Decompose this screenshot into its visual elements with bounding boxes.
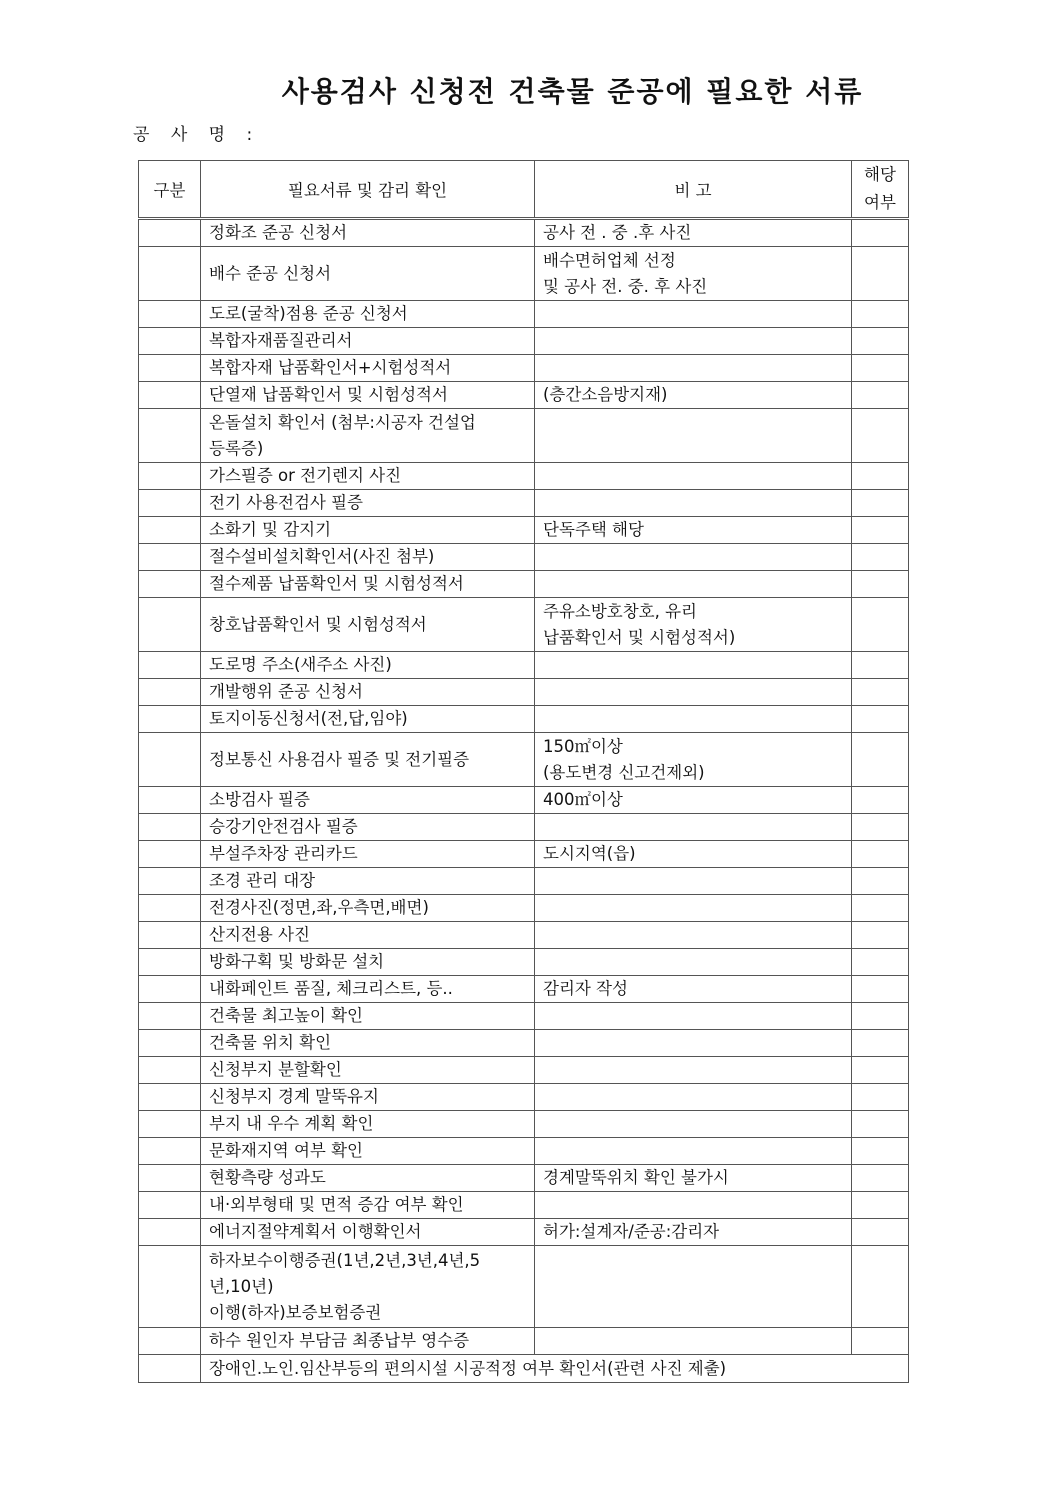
table-row	[139, 1003, 909, 1030]
document-cell	[201, 463, 535, 490]
document-cell	[201, 1246, 535, 1328]
category-cell	[139, 1138, 201, 1165]
remark-cell	[535, 949, 852, 976]
table-row	[139, 733, 909, 787]
applicable-checkbox-cell[interactable]	[852, 544, 909, 571]
table-row	[139, 976, 909, 1003]
applicable-checkbox-cell[interactable]	[852, 949, 909, 976]
remark-cell	[535, 814, 852, 841]
applicable-checkbox-cell[interactable]	[852, 219, 909, 247]
applicable-checkbox-cell[interactable]	[852, 409, 909, 463]
remark-text: (용도변경 신고건제외)	[543, 762, 705, 782]
table-row	[139, 949, 909, 976]
remark-cell	[535, 895, 852, 922]
table-row-last	[139, 1355, 909, 1383]
remark-cell	[535, 517, 852, 544]
table-row	[139, 409, 909, 463]
document-name: 년,10년)	[209, 1276, 274, 1296]
document-cell	[201, 1138, 535, 1165]
table-header-row	[139, 161, 909, 219]
table-row	[139, 1165, 909, 1192]
header-category: 구분	[139, 161, 201, 219]
remark-cell	[535, 1084, 852, 1111]
applicable-checkbox-cell[interactable]	[852, 679, 909, 706]
document-cell	[201, 652, 535, 679]
table-row	[139, 1192, 909, 1219]
table-row	[139, 895, 909, 922]
category-cell	[139, 1192, 201, 1219]
table-row	[139, 1328, 909, 1355]
table-body	[139, 219, 909, 1383]
document-name: 신청부지 분할확인	[209, 1060, 342, 1079]
table-row	[139, 841, 909, 868]
remark-cell	[535, 1030, 852, 1057]
category-cell	[139, 1328, 201, 1355]
category-cell	[139, 409, 201, 463]
remark-cell	[535, 652, 852, 679]
document-cell	[201, 544, 535, 571]
table-row	[139, 571, 909, 598]
remark-text: 허가:설계자/준공:감리자	[543, 1222, 720, 1241]
document-cell	[201, 679, 535, 706]
applicable-checkbox-cell[interactable]	[852, 517, 909, 544]
remark-cell	[535, 490, 852, 517]
document-cell	[201, 409, 535, 463]
document-cell	[201, 868, 535, 895]
document-cell	[201, 814, 535, 841]
document-cell	[201, 841, 535, 868]
header-documents: 필요서류 및 감리 확인	[201, 161, 535, 219]
remark-cell	[535, 679, 852, 706]
document-cell	[201, 1111, 535, 1138]
required-documents-table	[138, 160, 909, 1383]
document-cell	[201, 895, 535, 922]
table-row	[139, 1030, 909, 1057]
remark-cell	[535, 976, 852, 1003]
table-row	[139, 652, 909, 679]
remark-text: 감리자 작성	[543, 979, 628, 998]
category-cell	[139, 1030, 201, 1057]
category-cell	[139, 679, 201, 706]
remark-cell	[535, 1192, 852, 1219]
applicable-checkbox-cell[interactable]	[852, 814, 909, 841]
document-name: 복합자재 납품확인서+시험성적서	[209, 358, 452, 377]
remark-cell	[535, 409, 852, 463]
category-cell	[139, 1246, 201, 1328]
applicable-checkbox-cell[interactable]	[852, 598, 909, 652]
applicable-checkbox-cell[interactable]	[852, 301, 909, 328]
remark-text: 공사 전 . 중 .후 사진	[543, 223, 692, 242]
applicable-checkbox-cell[interactable]	[852, 976, 909, 1003]
category-cell	[139, 787, 201, 814]
document-name: 내·외부형태 및 면적 증감 여부 확인	[209, 1195, 464, 1214]
category-cell	[139, 382, 201, 409]
remark-cell	[535, 598, 852, 652]
table-row	[139, 301, 909, 328]
category-cell	[139, 976, 201, 1003]
remark-cell	[535, 868, 852, 895]
category-cell	[139, 517, 201, 544]
remark-text: 납품확인서 및 시험성적서)	[543, 627, 736, 647]
remark-text: (층간소음방지재)	[543, 385, 668, 404]
document-cell	[201, 949, 535, 976]
document-name: 창호납품확인서 및 시험성적서	[209, 614, 427, 634]
category-cell	[139, 598, 201, 652]
remark-text: 및 공사 전. 중. 후 사진	[543, 276, 708, 296]
document-cell	[201, 787, 535, 814]
header-applicable-line2: 여부	[864, 193, 896, 212]
document-name: 장애인.노인.임산부등의 편의시설 시공적정 여부 확인서(관련 사진 제출)	[209, 1358, 727, 1378]
table-row	[139, 517, 909, 544]
category-cell	[139, 895, 201, 922]
category-cell	[139, 301, 201, 328]
applicable-checkbox-cell[interactable]	[852, 652, 909, 679]
document-name: 가스필증 or 전기렌지 사진	[209, 466, 402, 485]
remark-cell	[535, 1165, 852, 1192]
document-name: 절수설비설치확인서(사진 첨부)	[209, 547, 435, 566]
category-cell	[139, 1003, 201, 1030]
applicable-checkbox-cell[interactable]	[852, 841, 909, 868]
remark-cell	[535, 1003, 852, 1030]
applicable-checkbox-cell[interactable]	[852, 1057, 909, 1084]
document-name: 이행(하자)보증보험증권	[209, 1302, 382, 1322]
document-name: 토지이동신청서(전,답,임야)	[209, 709, 408, 728]
applicable-checkbox-cell[interactable]	[852, 1165, 909, 1192]
table-row	[139, 598, 909, 652]
remark-cell	[535, 1057, 852, 1084]
remark-text: 도시지역(읍)	[543, 844, 636, 863]
remark-cell	[535, 787, 852, 814]
document-name: 복합자재품질관리서	[209, 331, 353, 350]
remark-cell	[535, 571, 852, 598]
remark-cell	[535, 1138, 852, 1165]
document-name: 절수제품 납품확인서 및 시험성적서	[209, 574, 464, 593]
document-name: 건축물 위치 확인	[209, 1033, 332, 1052]
table-row	[139, 490, 909, 517]
document-cell	[201, 382, 535, 409]
document-name: 부지 내 우수 계획 확인	[209, 1114, 374, 1133]
document-cell	[201, 301, 535, 328]
table-row	[139, 868, 909, 895]
document-cell	[201, 733, 535, 787]
document-cell	[201, 1003, 535, 1030]
document-cell	[201, 1084, 535, 1111]
document-name: 소방검사 필증	[209, 790, 310, 809]
document-cell	[201, 517, 535, 544]
category-cell	[139, 328, 201, 355]
category-cell	[139, 1165, 201, 1192]
remark-text: 주유소방호창호, 유리	[543, 601, 697, 621]
category-cell	[139, 1355, 201, 1383]
category-cell	[139, 1219, 201, 1246]
table-row	[139, 247, 909, 301]
remark-cell	[535, 544, 852, 571]
document-name: 산지전용 사진	[209, 925, 310, 944]
document-name: 내화페인트 품질, 체크리스트, 등..	[209, 979, 453, 998]
remark-cell	[535, 706, 852, 733]
applicable-checkbox-cell[interactable]	[852, 895, 909, 922]
document-name: 하수 원인자 부담금 최종납부 영수증	[209, 1331, 470, 1350]
document-cell	[201, 1328, 535, 1355]
applicable-checkbox-cell[interactable]	[852, 868, 909, 895]
category-cell	[139, 922, 201, 949]
document-cell	[201, 922, 535, 949]
remark-cell	[535, 1219, 852, 1246]
category-cell	[139, 733, 201, 787]
document-cell	[201, 976, 535, 1003]
applicable-checkbox-cell[interactable]	[852, 733, 909, 787]
applicable-checkbox-cell[interactable]	[852, 706, 909, 733]
remark-cell	[535, 922, 852, 949]
header-remarks: 비 고	[535, 161, 852, 219]
table-row	[139, 787, 909, 814]
category-cell	[139, 814, 201, 841]
document-name: 소화기 및 감지기	[209, 520, 332, 539]
document-cell	[201, 598, 535, 652]
category-cell	[139, 463, 201, 490]
category-cell	[139, 1084, 201, 1111]
document-cell	[201, 1057, 535, 1084]
document-cell	[201, 1219, 535, 1246]
document-name: 등록증)	[209, 438, 264, 458]
category-cell	[139, 1057, 201, 1084]
table-row	[139, 382, 909, 409]
category-cell	[139, 355, 201, 382]
category-cell	[139, 544, 201, 571]
document-name: 정화조 준공 신청서	[209, 223, 348, 242]
document-name: 하자보수이행증권(1년,2년,3년,4년,5	[209, 1250, 481, 1270]
category-cell	[139, 1111, 201, 1138]
table-row	[139, 219, 909, 247]
applicable-checkbox-cell[interactable]	[852, 1138, 909, 1165]
applicable-checkbox-cell[interactable]	[852, 463, 909, 490]
remark-cell	[535, 733, 852, 787]
applicable-checkbox-cell[interactable]	[852, 1003, 909, 1030]
document-cell	[201, 490, 535, 517]
applicable-checkbox-cell[interactable]	[852, 1111, 909, 1138]
document-cell	[201, 355, 535, 382]
document-cell-wide	[201, 1355, 909, 1383]
remark-cell	[535, 1111, 852, 1138]
table-row	[139, 463, 909, 490]
remark-cell	[535, 301, 852, 328]
remark-cell	[535, 382, 852, 409]
applicable-checkbox-cell[interactable]	[852, 1328, 909, 1355]
document-name: 부설주차장 관리카드	[209, 844, 358, 863]
document-name: 배수 준공 신청서	[209, 263, 332, 283]
remark-cell	[535, 463, 852, 490]
table-row	[139, 328, 909, 355]
document-name: 방화구획 및 방화문 설치	[209, 952, 385, 971]
applicable-checkbox-cell[interactable]	[852, 247, 909, 301]
table-row	[139, 1219, 909, 1246]
applicable-checkbox-cell[interactable]	[852, 1219, 909, 1246]
remark-cell	[535, 1246, 852, 1328]
applicable-checkbox-cell[interactable]	[852, 1084, 909, 1111]
document-name: 단열재 납품확인서 및 시험성적서	[209, 385, 448, 404]
table-row	[139, 1138, 909, 1165]
applicable-checkbox-cell[interactable]	[852, 382, 909, 409]
category-cell	[139, 490, 201, 517]
document-cell	[201, 1192, 535, 1219]
document-cell	[201, 247, 535, 301]
remark-text: 경계말뚝위치 확인 불가시	[543, 1168, 729, 1187]
category-cell	[139, 219, 201, 247]
document-name: 조경 관리 대장	[209, 871, 316, 890]
category-cell	[139, 652, 201, 679]
document-cell	[201, 328, 535, 355]
table-row	[139, 1084, 909, 1111]
header-applicable-line1: 해당	[864, 165, 896, 184]
document-cell	[201, 1165, 535, 1192]
page-title: 사용검사 신청전 건축물 준공에 필요한 서류	[281, 75, 864, 108]
document-name: 도로(굴착)점용 준공 신청서	[209, 304, 408, 323]
applicable-checkbox-cell[interactable]	[852, 1192, 909, 1219]
table-row	[139, 1246, 909, 1328]
document-name: 승강기안전검사 필증	[209, 817, 358, 836]
remark-cell	[535, 841, 852, 868]
category-cell	[139, 949, 201, 976]
remark-text: 배수면허업체 선정	[543, 250, 676, 270]
applicable-checkbox-cell[interactable]	[852, 490, 909, 517]
applicable-checkbox-cell[interactable]	[852, 1246, 909, 1328]
table-row	[139, 814, 909, 841]
table-row	[139, 679, 909, 706]
category-cell	[139, 247, 201, 301]
remark-cell	[535, 355, 852, 382]
header-applicable	[852, 161, 909, 219]
document-name: 에너지절약계획서 이행확인서	[209, 1222, 422, 1241]
document-name: 전경사진(정면,좌,우측면,배면)	[209, 898, 429, 917]
applicable-checkbox-cell[interactable]	[852, 787, 909, 814]
table-row	[139, 1111, 909, 1138]
document-name: 도로명 주소(새주소 사진)	[209, 655, 392, 674]
document-cell	[201, 1030, 535, 1057]
table-row	[139, 706, 909, 733]
table-row	[139, 1057, 909, 1084]
category-cell	[139, 706, 201, 733]
remark-cell	[535, 328, 852, 355]
category-cell	[139, 868, 201, 895]
table-row	[139, 922, 909, 949]
document-name: 문화재지역 여부 확인	[209, 1141, 363, 1160]
table-row	[139, 544, 909, 571]
document-name: 신청부지 경계 말뚝유지	[209, 1087, 379, 1106]
remark-cell	[535, 219, 852, 247]
applicable-checkbox-cell[interactable]	[852, 1030, 909, 1057]
category-cell	[139, 571, 201, 598]
remark-text: 단독주택 해당	[543, 520, 644, 539]
remark-text: 150㎡이상	[543, 736, 623, 756]
remark-text: 400㎡이상	[543, 790, 623, 809]
project-name-label: 공 사 명 :	[133, 125, 261, 145]
document-cell	[201, 706, 535, 733]
document-name: 정보통신 사용검사 필증 및 전기필증	[209, 749, 470, 769]
document-name: 온돌설치 확인서 (첨부:시공자 건설업	[209, 412, 476, 432]
applicable-checkbox-cell[interactable]	[852, 355, 909, 382]
document-cell	[201, 219, 535, 247]
remark-cell	[535, 1328, 852, 1355]
applicable-checkbox-cell[interactable]	[852, 922, 909, 949]
table-row	[139, 355, 909, 382]
document-name: 건축물 최고높이 확인	[209, 1006, 363, 1025]
document-name: 전기 사용전검사 필증	[209, 493, 363, 512]
document-name: 개발행위 준공 신청서	[209, 682, 363, 701]
remark-cell	[535, 247, 852, 301]
applicable-checkbox-cell[interactable]	[852, 571, 909, 598]
document-cell	[201, 571, 535, 598]
document-name: 현황측량 성과도	[209, 1168, 326, 1187]
applicable-checkbox-cell[interactable]	[852, 328, 909, 355]
category-cell	[139, 841, 201, 868]
